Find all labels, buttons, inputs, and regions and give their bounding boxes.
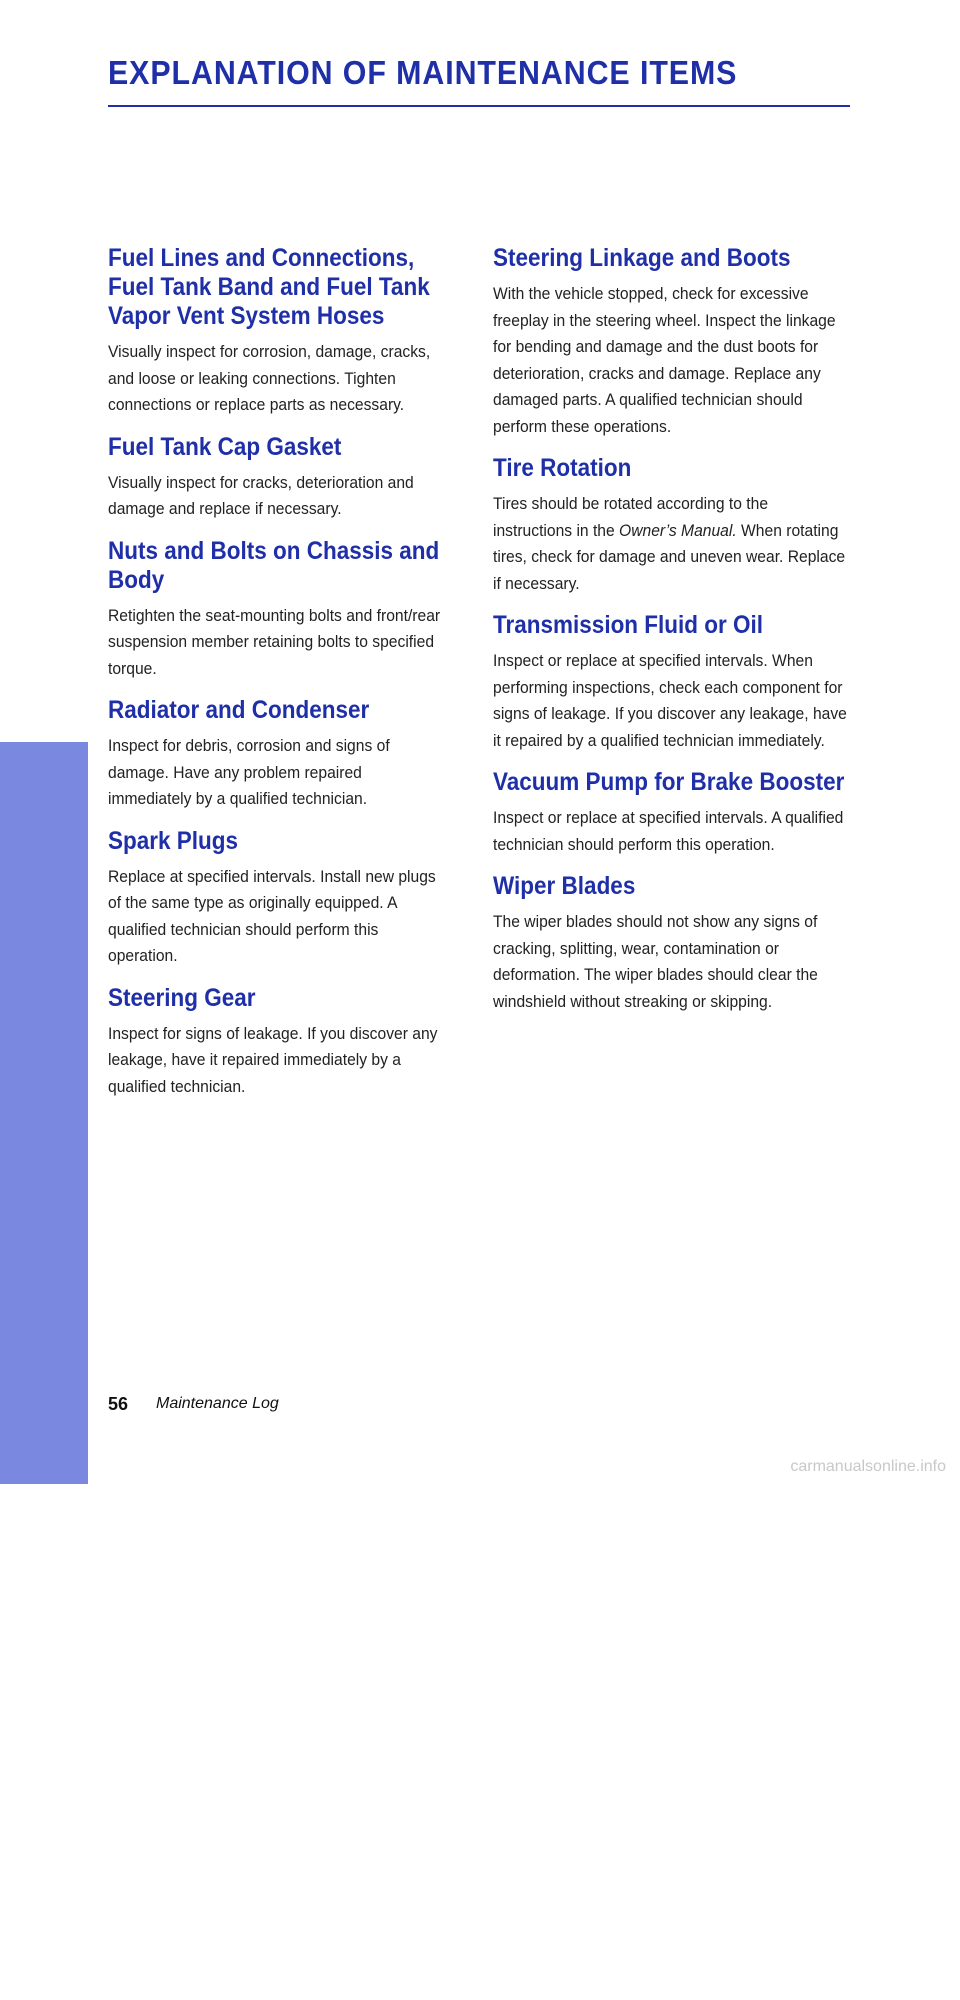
page-number: 56 <box>108 1394 129 1414</box>
item-spark-plugs <box>108 827 448 970</box>
item-steering-linkage <box>493 244 853 440</box>
side-tab-label: MAINTENANCE <box>24 1704 63 2000</box>
item-heading: Radiator and Condenser <box>108 696 370 724</box>
owners-manual-reference: Owner’s Manual. <box>619 520 737 540</box>
item-body: Visually inspect for corrosion, damage, cracks, and loose or leaking connections. Tighten connections or replace parts as necessary. <box>108 342 431 414</box>
left-column <box>108 244 448 1114</box>
right-column <box>493 244 853 1029</box>
item-heading: Spark Plugs <box>108 826 239 855</box>
item-heading: Tire Rotation <box>493 454 632 482</box>
item-vacuum-pump <box>493 768 853 858</box>
item-body <box>493 491 851 597</box>
item-fuel-lines <box>108 244 448 419</box>
section-side-tab <box>0 742 88 2000</box>
item-body: The wiper blades should not show any signs of cracking, splitting, wear, contamination or deformation. The wiper blades should clear the windshield without streaking or skipping. <box>493 912 818 1011</box>
item-heading: Fuel Lines and Connections, Fuel Tank Band and Fuel Tank Vapor Vent System Hoses <box>108 244 430 330</box>
item-wiper-blades <box>493 872 853 1015</box>
item-body: Inspect for signs of leakage. If you discover any leakage, have it repaired immediately by a qualified technician. <box>108 1023 438 1096</box>
item-body: Inspect for debris, corrosion and signs of damage. Have any problem repaired immediately by a qualified technician. <box>108 736 390 808</box>
item-body: Retighten the seat-mounting bolts and front/rear suspension member retaining bolts to specified torque. <box>108 605 441 678</box>
item-fuel-tank-cap-gasket <box>108 433 448 523</box>
item-body: Inspect or replace at specified intervals. A qualified technician should perform this operation. <box>493 808 844 854</box>
item-nuts-and-bolts <box>108 537 448 683</box>
item-heading: Fuel Tank Cap Gasket <box>108 432 342 461</box>
item-body-text: When rotating tires, check for damage and uneven wear. Replace if necessary. <box>493 520 846 593</box>
item-tire-rotation <box>493 454 853 597</box>
item-heading: Vacuum Pump for Brake Booster <box>493 768 845 796</box>
item-heading: Wiper Blades <box>493 872 636 900</box>
watermark: carmanualsonline.info <box>790 1458 946 1475</box>
item-heading: Transmission Fluid or Oil <box>493 611 764 639</box>
item-heading: Steering Gear <box>108 983 256 1012</box>
item-body-text: Tires should be rotated according to the instructions in the <box>493 494 769 540</box>
item-body: Replace at specified intervals. Install new plugs of the same type as originally equipped. A qualified technician should perform this operation. <box>108 866 436 965</box>
footer-section-label: Maintenance Log <box>156 1395 279 1412</box>
item-transmission-fluid <box>493 611 853 754</box>
item-steering-gear <box>108 984 448 1101</box>
item-body: Visually inspect for cracks, deterioration and damage and replace if necessary. <box>108 472 414 518</box>
page-title: EXPLANATION OF MAINTENANCE ITEMS <box>108 54 738 91</box>
item-radiator-condenser <box>108 696 448 813</box>
item-heading: Steering Linkage and Boots <box>493 244 791 272</box>
item-body: Inspect or replace at specified intervals. When performing inspections, check each component for signs of leakage. If you discover any leakage, have it repaired by a qualified technician immediately. <box>493 651 847 750</box>
item-body: With the vehicle stopped, check for excessive freeplay in the steering wheel. Inspect the linkage for bending and damage and the dust boots for deterioration, cracks and damage. Replace any damaged parts. A qualified technician should perform these operations. <box>493 284 836 436</box>
title-divider <box>108 105 850 107</box>
item-heading: Nuts and Bolts on Chassis and Body <box>108 536 440 594</box>
